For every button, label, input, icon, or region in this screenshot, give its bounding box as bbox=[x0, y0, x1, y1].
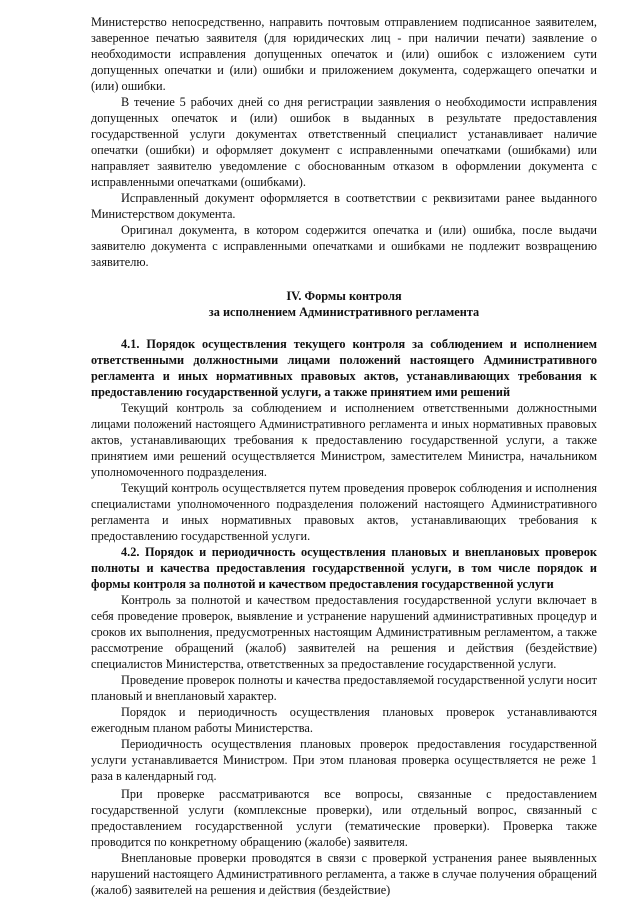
paragraph: При проверке рассматриваются все вопросы, связанные с предоставлением государственной услуги (комплексные проверки), или отдельный вопрос, связанный с предоставлением государственной услуги (тематические проверки). Проверка также проводится по конкретному обращению (жалобе) заявителя. bbox=[91, 787, 597, 849]
section-title-line2: за исполнением Административного регламента bbox=[208, 305, 480, 319]
paragraph: Периодичность осуществления плановых проверок предоставления государственной услуги устанавливается Министром. При этом плановая проверка осуществляется не реже 1 раза в календарный год. bbox=[91, 737, 597, 783]
paragraph: Проведение проверок полноты и качества предоставляемой государственной услуги носит плановый и внеплановый характер. bbox=[91, 673, 597, 703]
paragraph: Текущий контроль осуществляется путем проведения проверок соблюдения и исполнения специалистами уполномоченного подразделения положений настоящего Административного регламента и иных нормативных правовых актов, устанавливающих требования к предоставлению государственной услуги. bbox=[91, 481, 597, 543]
section-title bbox=[91, 288, 597, 320]
paragraph: Министерство непосредственно, направить почтовым отправлением подписанное заявителем, заверенное печатью заявителя (для юридических лиц - при наличии печати) заявление о необходимости исправления допущенных опечаток и (или) ошибок с изложением сути допущенных опечатки и (или) ошибки и приложением документа, содержащего опечатки и (или) ошибки. bbox=[91, 15, 597, 93]
subsection-heading-4-2: 4.2. Порядок и периодичность осуществления плановых и внеплановых проверок полноты и качества предоставления государственной услуги, в том числе порядок и формы контроля за полнотой и качеством предоставления государственной услуги bbox=[91, 545, 597, 591]
paragraph: Контроль за полнотой и качеством предоставления государственной услуги включает в себя проведение проверок, выявление и устранение нарушений административных процедур и сроков их выполнения, предусмотренных настоящим Административным регламентом, а также рассмотрение обращений (жалоб) заявителей на решения и действия (бездействие) специалистов Министерства, ответственных за предоставление государственной услуги. bbox=[91, 593, 597, 671]
document-page bbox=[91, 14, 597, 898]
paragraph: В течение 5 рабочих дней со дня регистрации заявления о необходимости исправления допущенных опечаток и (или) ошибок в выданных в результате предоставления государственной услуги документах ответственный специалист устанавливает наличие опечатки (ошибки) и оформляет документ с исправленными опечатками (ошибками) или направляет заявителю уведомление с обоснованным отказом в оформлении документа с исправленными опечатками (ошибками). bbox=[91, 95, 597, 189]
paragraph: Исправленный документ оформляется в соответствии с реквизитами ранее выданного Министерством документа. bbox=[91, 191, 597, 221]
subsection-heading-4-1: 4.1. Порядок осуществления текущего контроля за соблюдением и исполнением ответственными должностными лицами положений настоящего Административного регламента и иных нормативных правовых актов, устанавливающих требования к предоставлению государственной услуги, а также принятием ими решений bbox=[91, 337, 597, 399]
section-title-line1: IV. Формы контроля bbox=[286, 289, 402, 303]
paragraph: Оригинал документа, в котором содержится опечатка и (или) ошибка, после выдачи заявителю документа с исправленными опечатками и ошибками не подлежит возвращению заявителю. bbox=[91, 223, 597, 269]
paragraph: Внеплановые проверки проводятся в связи с проверкой устранения ранее выявленных нарушений настоящего Административного регламента, а также в случае получения обращений (жалоб) заявителей на решения и действия (бездействие) bbox=[91, 851, 597, 897]
paragraph: Текущий контроль за соблюдением и исполнением ответственными должностными лицами положений настоящего Административного регламента и иных нормативных правовых актов, устанавливающих требования к предоставлению государственной услуги, а также принятием ими решений осуществляется Министром, заместителем Министра, начальником уполномоченного подразделения. bbox=[91, 401, 597, 479]
paragraph: Порядок и периодичность осуществления плановых проверок устанавливаются ежегодным планом работы Министерства. bbox=[91, 705, 597, 735]
